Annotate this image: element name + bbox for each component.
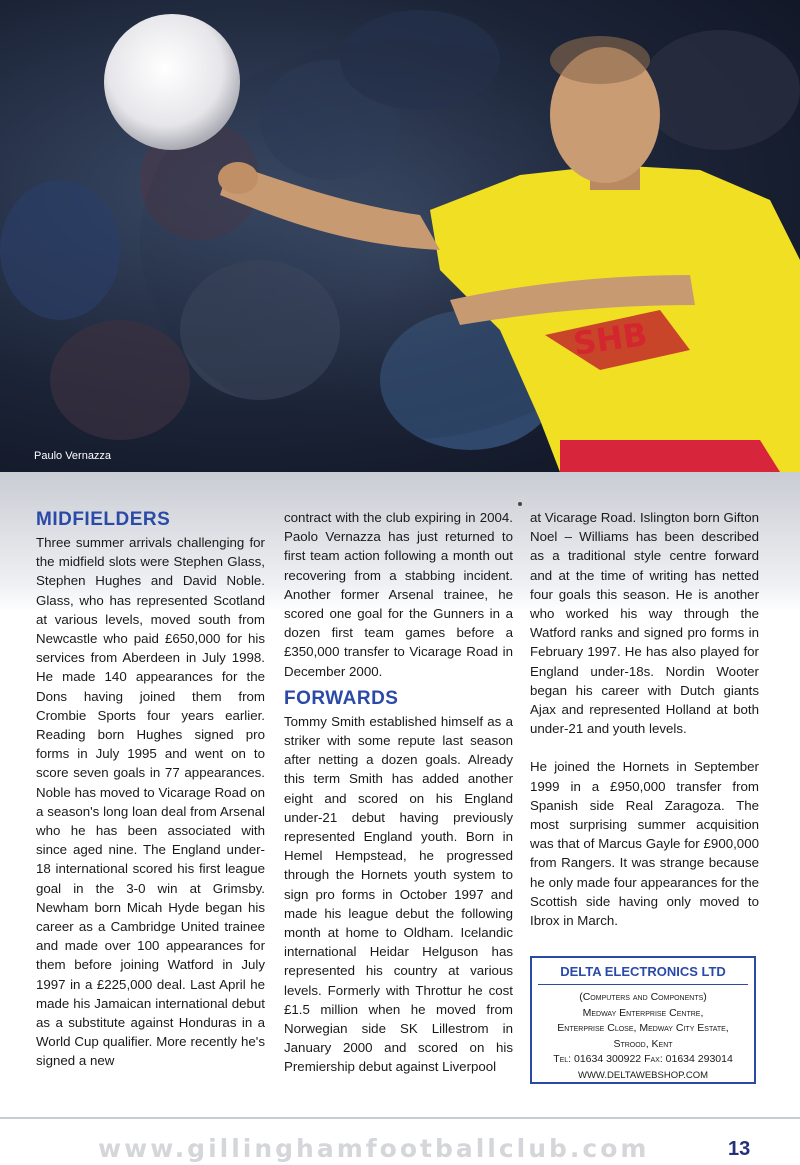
forwards-paragraph: Tommy Smith established himself as a striker with some repute last season after netting a dozen goals. Already this term Smith has added another eight and scored on his England under-21 debut having previously represented England youth. Born in Hemel Hempstead, he progressed through the Hornets youth system to sign pro forms in October 1997 and made his league debut the following month at home to Oldham. Icelandic international Heidar Helguson has represented his country at various levels. Formerly with Throttur he cost £1.5 million when he moved from Norwegian side SK Lillestrom in January 2000 and scored on his Premiership debut against Liverpool	[284, 713, 513, 1075]
midfielders-continued-paragraph: contract with the club expiring in 2004. Paolo Vernazza has just returned to first team action following a month out recovering from a stabbing incident. Another former Arsenal trainee, he scored one goal for the Gunners in a dozen first team games before a £350,000 transfer to Vicarage Road in December 2000.	[284, 510, 513, 679]
ad-phone: Tel: 01634 300922 Fax: 01634 293014	[553, 1053, 733, 1065]
ad-line: Medway Enterprise Centre,	[582, 1006, 704, 1019]
midfielders-paragraph: Three summer arrivals challenging for the midfield slots were Stephen Glass, Stephen Hughes and David Noble. Glass, who has represented Scotland at various levels, moved south from Newcastle who paid £650,000 for his services from Aberdeen in July 1998. He made 140 appearances for the Dons having joined them from Crombie Sports four years earlier. Reading born Hughes signed pro forms in July 1995 and went on to score seven goals in 77 appearances. Noble has moved to Vicarage Road on a season's long loan deal from Arsenal who he has been associated with since aged nine. The England under-18 international scored his first league goal in the 3-0 win at Grimsby. Newham born Micah Hyde began his career as a Cambridge United trainee and made over 100 appearances for them before joining Watford in July 1997 in a £225,000 deal. Last April he made his Jamaican international debut as a substitute against Honduras in a World Cup qualifier. More recently he's signed a new	[36, 535, 265, 1069]
ad-website-link[interactable]: WWW.DELTAWEBSHOP.COM	[577, 1069, 708, 1081]
advertisement-box	[530, 956, 756, 1084]
forwards-continued-paragraph: at Vicarage Road. Islington born Gifton Noel – Williams has been described as a traditional style centre forward and at the time of writing has netted four goals this season. He is another who worked his way through the Watford ranks and signed pro forms in February 1997. He has also played for England under-18s. Nordin Wooter began his career with Dutch giants Ajax and represented Holland at both under-21 and youth levels.	[530, 510, 759, 737]
player-photo	[0, 0, 800, 472]
footer-website[interactable]: www.gillinghamfootballclub.com	[98, 1134, 650, 1163]
article-column-2	[284, 508, 513, 1077]
forwards-final-paragraph: He joined the Hornets in September 1999 in a £950,000 transfer from Spanish side Real Zaragoza. The most surprising summer acquisition was that of Marcus Gayle for £900,000 from Rangers. It was strange because he only made four appearances for the Scottish side having only moved to Ibrox in March.	[530, 759, 759, 929]
section-heading-midfielders: MIDFIELDERS	[36, 509, 171, 530]
photo-caption: Paulo Vernazza	[34, 450, 112, 462]
ad-line: Strood, Kent	[613, 1037, 673, 1050]
shirt-text: SHB	[570, 314, 650, 363]
article-column-3	[530, 508, 759, 930]
player-illustration	[0, 0, 800, 472]
article-column-1	[36, 508, 265, 1071]
football	[104, 14, 240, 150]
footer-divider	[0, 1117, 800, 1119]
ad-line: (Computers and Components)	[579, 991, 707, 1003]
divider-dot	[518, 502, 522, 506]
page-number: 13	[728, 1138, 751, 1160]
ad-line: Enterprise Close, Medway City Estate,	[557, 1022, 729, 1034]
section-heading-forwards: FORWARDS	[284, 687, 399, 709]
ad-title: DELTA ELECTRONICS LTD	[538, 958, 748, 985]
red-shorts	[560, 440, 780, 472]
